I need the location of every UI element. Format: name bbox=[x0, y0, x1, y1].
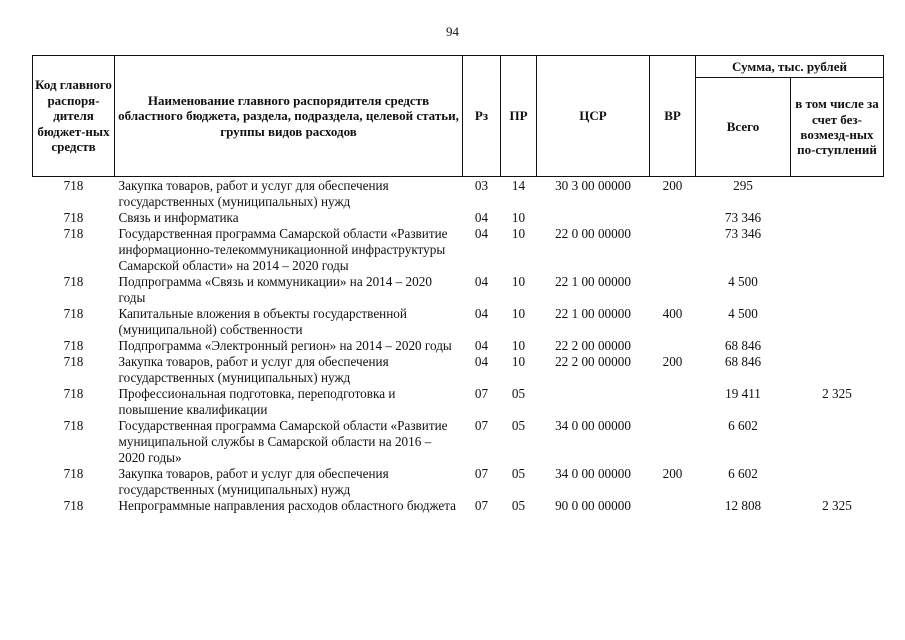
cell-vr: 200 bbox=[662, 466, 683, 481]
header-incl: в том числе за счет без-возмезд-ных по-ступлений bbox=[791, 78, 884, 177]
table-row bbox=[33, 338, 884, 354]
cell-total: 4 500 bbox=[728, 306, 758, 321]
cell-pr: 10 bbox=[511, 338, 526, 353]
cell-rz: 07 bbox=[474, 466, 489, 481]
header-csr: ЦСР bbox=[537, 56, 650, 177]
table-row bbox=[33, 418, 884, 466]
cell-incl bbox=[791, 418, 884, 466]
cell-name: Государственная программа Самарской области «Развитие информационно-телекоммуникационной инфраструктуры Самарской области» на 2014 – 2020 годы bbox=[118, 226, 448, 273]
header-code: Код главного распоря-дителя бюджет-ных средств bbox=[33, 56, 115, 177]
cell-name: Закупка товаров, работ и услуг для обеспечения государственных (муниципальных) нужд bbox=[118, 466, 389, 497]
cell-vr bbox=[650, 338, 696, 354]
cell-code: 718 bbox=[63, 354, 84, 369]
cell-vr bbox=[650, 226, 696, 274]
cell-csr: 22 2 00 00000 bbox=[555, 338, 631, 353]
cell-rz: 04 bbox=[474, 274, 489, 289]
cell-csr bbox=[537, 210, 650, 226]
cell-name: Подпрограмма «Связь и коммуникации» на 2014 – 2020 годы bbox=[118, 274, 432, 305]
cell-total: 295 bbox=[733, 178, 753, 193]
cell-rz: 04 bbox=[474, 306, 489, 321]
cell-name: Закупка товаров, работ и услуг для обеспечения государственных (муниципальных) нужд bbox=[118, 178, 389, 209]
cell-csr: 90 0 00 00000 bbox=[555, 498, 631, 513]
table-row bbox=[33, 466, 884, 498]
cell-pr: 14 bbox=[511, 178, 526, 193]
cell-csr: 22 1 00 00000 bbox=[555, 306, 631, 321]
cell-code: 718 bbox=[63, 178, 84, 193]
header-pr: ПР bbox=[501, 56, 537, 177]
table-row bbox=[33, 354, 884, 386]
cell-total: 12 808 bbox=[724, 498, 762, 513]
cell-rz: 04 bbox=[474, 226, 489, 241]
cell-rz: 07 bbox=[474, 386, 489, 401]
cell-code: 718 bbox=[63, 338, 84, 353]
table-row bbox=[33, 274, 884, 306]
budget-table bbox=[32, 55, 884, 514]
cell-total: 4 500 bbox=[728, 274, 758, 289]
cell-pr: 05 bbox=[511, 386, 526, 401]
cell-rz: 03 bbox=[474, 178, 489, 193]
cell-name: Связь и информатика bbox=[118, 210, 239, 225]
cell-csr: 30 3 00 00000 bbox=[555, 178, 631, 193]
cell-incl: 2 325 bbox=[822, 498, 852, 513]
page-number: 94 bbox=[446, 24, 459, 39]
cell-code: 718 bbox=[63, 498, 84, 513]
cell-code: 718 bbox=[63, 226, 84, 241]
table-row bbox=[33, 386, 884, 418]
cell-rz: 07 bbox=[474, 418, 489, 433]
cell-vr bbox=[650, 210, 696, 226]
cell-rz: 04 bbox=[474, 338, 489, 353]
table-row bbox=[33, 498, 884, 514]
cell-incl: 2 325 bbox=[822, 386, 852, 401]
cell-name: Капитальные вложения в объекты государственной (муниципальной) собственности bbox=[118, 306, 407, 337]
cell-total: 73 346 bbox=[724, 210, 762, 225]
cell-pr: 10 bbox=[511, 306, 526, 321]
cell-incl bbox=[791, 177, 884, 211]
table-row bbox=[33, 177, 884, 211]
cell-incl bbox=[791, 226, 884, 274]
cell-name: Государственная программа Самарской области «Развитие муниципальной службы в Самарской области на 2016 – 2020 годы» bbox=[118, 418, 448, 465]
cell-pr: 10 bbox=[511, 354, 526, 369]
cell-incl bbox=[791, 210, 884, 226]
table-row bbox=[33, 306, 884, 338]
cell-incl bbox=[791, 274, 884, 306]
cell-vr: 400 bbox=[662, 306, 683, 321]
cell-code: 718 bbox=[63, 418, 84, 433]
cell-total: 6 602 bbox=[728, 418, 758, 433]
cell-csr: 34 0 00 00000 bbox=[555, 466, 631, 481]
cell-pr: 05 bbox=[511, 466, 526, 481]
cell-vr bbox=[650, 498, 696, 514]
cell-pr: 10 bbox=[511, 226, 526, 241]
cell-vr: 200 bbox=[662, 178, 683, 193]
cell-name: Профессиональная подготовка, переподготовка и повышение квалификации bbox=[118, 386, 396, 417]
cell-csr: 22 1 00 00000 bbox=[555, 274, 631, 289]
cell-vr bbox=[650, 274, 696, 306]
cell-code: 718 bbox=[63, 306, 84, 321]
cell-csr: 22 0 00 00000 bbox=[555, 226, 631, 241]
cell-code: 718 bbox=[63, 386, 84, 401]
cell-name: Закупка товаров, работ и услуг для обеспечения государственных (муниципальных) нужд bbox=[118, 354, 389, 385]
cell-incl bbox=[791, 338, 884, 354]
cell-incl bbox=[791, 306, 884, 338]
cell-pr: 10 bbox=[511, 210, 526, 225]
header-rz: Рз bbox=[463, 56, 501, 177]
cell-code: 718 bbox=[63, 210, 84, 225]
header-vr: ВР bbox=[650, 56, 696, 177]
cell-total: 68 846 bbox=[724, 338, 762, 353]
cell-csr bbox=[537, 386, 650, 418]
cell-incl bbox=[791, 354, 884, 386]
cell-vr: 200 bbox=[662, 354, 683, 369]
cell-code: 718 bbox=[63, 466, 84, 481]
cell-total: 68 846 bbox=[724, 354, 762, 369]
header-sum-group: Сумма, тыс. рублей bbox=[696, 56, 884, 78]
cell-total: 19 411 bbox=[725, 386, 761, 401]
cell-name: Подпрограмма «Электронный регион» на 2014 – 2020 годы bbox=[118, 338, 452, 353]
cell-rz: 04 bbox=[474, 354, 489, 369]
cell-total: 73 346 bbox=[724, 226, 762, 241]
header-name: Наименование главного распорядителя средств областного бюджета, раздела, подраздела, целевой статьи, группы видов расходов bbox=[115, 56, 463, 177]
cell-pr: 05 bbox=[511, 418, 526, 433]
cell-csr: 34 0 00 00000 bbox=[555, 418, 631, 433]
cell-total: 6 602 bbox=[728, 466, 758, 481]
cell-code: 718 bbox=[63, 274, 84, 289]
cell-incl bbox=[791, 466, 884, 498]
cell-vr bbox=[650, 418, 696, 466]
cell-rz: 07 bbox=[474, 498, 489, 513]
cell-name: Непрограммные направления расходов областного бюджета bbox=[118, 498, 457, 513]
cell-pr: 05 bbox=[511, 498, 526, 513]
cell-pr: 10 bbox=[511, 274, 526, 289]
cell-vr bbox=[650, 386, 696, 418]
table-row bbox=[33, 226, 884, 274]
cell-csr: 22 2 00 00000 bbox=[555, 354, 631, 369]
table-row bbox=[33, 210, 884, 226]
cell-rz: 04 bbox=[474, 210, 489, 225]
header-total: Всего bbox=[696, 78, 791, 177]
